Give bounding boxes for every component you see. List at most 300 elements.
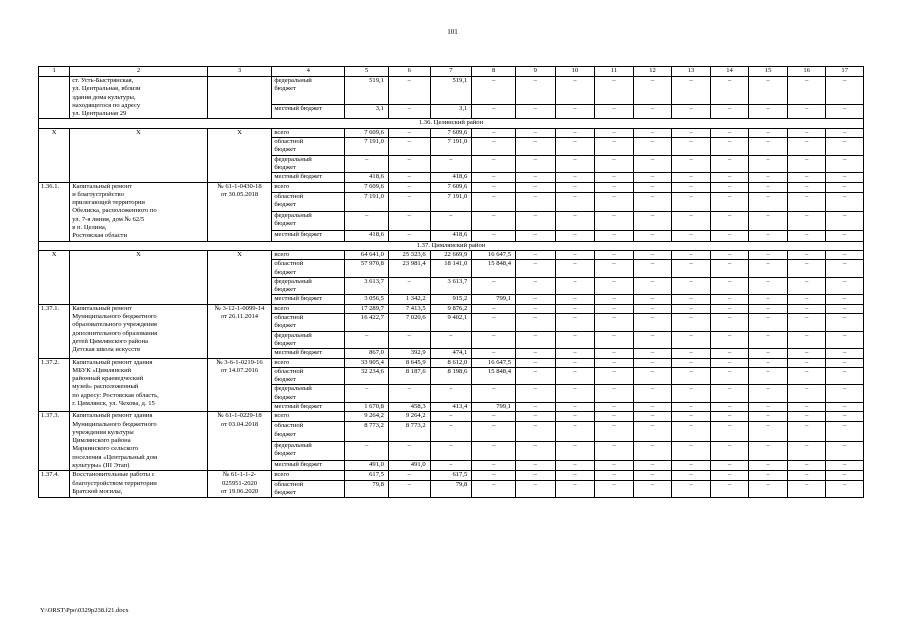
dash-cell: – [672, 77, 711, 105]
value-cell: 418,6 [345, 231, 389, 241]
cell-line: МБУК «Цимлянский [72, 366, 132, 374]
dash-cell: – [555, 128, 595, 137]
dash-cell: – [595, 231, 634, 241]
cell-line: местный бюджет [274, 231, 323, 239]
column-number: 17 [826, 67, 864, 77]
dash-cell: – [672, 385, 711, 403]
dash-cell: – [555, 422, 595, 441]
value-cell: – [388, 480, 430, 498]
funding-source [272, 277, 345, 295]
dash-cell: – [826, 104, 864, 119]
dash-cell: – [595, 422, 634, 441]
cell-line: районный краеведческий [72, 375, 144, 383]
dash-cell: – [749, 77, 788, 105]
dash-cell: – [633, 138, 672, 156]
cell-line: местный бюджет [274, 402, 323, 410]
cell-line: областной [274, 422, 304, 430]
column-number: 2 [70, 67, 208, 77]
dash-cell: – [710, 314, 749, 332]
column-number: 15 [749, 67, 788, 77]
value-cell: 867,0 [345, 349, 389, 358]
dash-cell: – [787, 441, 826, 460]
funding-source [272, 441, 345, 460]
dash-cell: – [826, 295, 864, 304]
value-cell: 7 609,6 [345, 182, 389, 192]
value-cell: 458,3 [388, 402, 430, 411]
cell-line: федеральный [274, 212, 312, 220]
value-cell: 413,4 [430, 402, 472, 411]
funding-source [272, 295, 345, 304]
dash-cell: – [472, 231, 516, 241]
value-cell: 8 198,6 [430, 367, 472, 385]
dash-cell: – [710, 260, 749, 278]
dash-cell: – [595, 471, 634, 480]
object-name [70, 471, 208, 498]
dash-cell: – [595, 367, 634, 385]
cell-line: всего [274, 304, 290, 312]
dash-cell: – [826, 212, 864, 231]
dash-cell: – [787, 358, 826, 367]
dash-cell: – [672, 277, 711, 295]
cell-line: от 03.04.2018 [220, 420, 259, 428]
dash-cell: – [516, 471, 556, 480]
dash-cell: – [710, 277, 749, 295]
dash-cell: – [555, 441, 595, 460]
dash-cell: – [555, 277, 595, 295]
section-title-row [39, 241, 864, 250]
dash-cell: – [555, 385, 595, 403]
dash-cell: – [633, 412, 672, 422]
dash-cell: – [749, 422, 788, 441]
value-cell: – [345, 385, 389, 403]
value-cell: 617,5 [430, 471, 472, 480]
dash-cell: – [516, 367, 556, 385]
cell-line: Муниципального бюджетного [72, 313, 157, 321]
value-cell: 418,6 [345, 173, 389, 182]
dash-cell: – [555, 212, 595, 231]
dash-cell: – [595, 412, 634, 422]
dash-cell: – [555, 192, 595, 211]
cell-line: от 26.11.2014 [220, 313, 259, 321]
funding-source [272, 192, 345, 211]
dash-cell: – [749, 295, 788, 304]
document-ref [207, 182, 272, 241]
dash-cell: – [555, 77, 595, 105]
dash-cell: – [472, 128, 516, 137]
dash-cell: – [633, 358, 672, 367]
funding-source [272, 412, 345, 422]
dash-cell: – [633, 277, 672, 295]
dash-cell: – [787, 461, 826, 471]
page-number: 101 [447, 28, 458, 36]
dash-cell: – [516, 331, 556, 349]
section-title-row [39, 119, 864, 128]
x-cell: Х [207, 128, 272, 182]
dash-cell: – [633, 212, 672, 231]
item-number: 1.37.2. [39, 358, 70, 412]
funding-source [272, 155, 345, 173]
value-cell: 491,0 [345, 461, 389, 471]
value-cell: 8 612,0 [430, 358, 472, 367]
dash-cell: – [516, 128, 556, 137]
dash-cell: – [633, 331, 672, 349]
value-cell: 22 669,9 [430, 250, 472, 259]
dash-cell: – [595, 277, 634, 295]
dash-cell: – [516, 461, 556, 471]
dash-cell: – [672, 250, 711, 259]
dash-cell: – [787, 422, 826, 441]
dash-cell: – [710, 295, 749, 304]
value-cell: 8 773,2 [345, 422, 389, 441]
cell-line: Цимлянского района [72, 437, 131, 445]
funding-source [272, 402, 345, 411]
funding-source [272, 260, 345, 278]
funding-source [272, 250, 345, 259]
dash-cell: – [749, 155, 788, 173]
cell-line: федеральный [274, 385, 312, 393]
funding-source [272, 422, 345, 441]
value-cell: – [430, 461, 472, 471]
dash-cell: – [787, 128, 826, 137]
value-cell: – [472, 385, 516, 403]
dash-cell: – [516, 314, 556, 332]
dash-cell: – [555, 182, 595, 192]
cell-line: федеральный [274, 155, 312, 163]
dash-cell: – [672, 422, 711, 441]
dash-cell: – [826, 349, 864, 358]
dash-cell: – [516, 304, 556, 313]
value-cell: – [345, 212, 389, 231]
dash-cell: – [787, 471, 826, 480]
dash-cell: – [595, 358, 634, 367]
cell-line: Ростовская области [72, 232, 127, 240]
value-cell: 16 422,7 [345, 314, 389, 332]
cell-line: по адресу: Ростовская область, [72, 391, 159, 399]
value-cell: 7 191,0 [430, 138, 472, 156]
cell-line: бюджет [274, 488, 296, 496]
table-row [39, 250, 864, 259]
cell-line: Капитальный ремонт здания [72, 358, 153, 366]
dash-cell: – [710, 412, 749, 422]
dash-cell: – [388, 231, 430, 241]
cell-line: здания дома культуры, [72, 93, 136, 101]
dash-cell: – [516, 138, 556, 156]
dash-cell: – [787, 192, 826, 211]
cell-line: Муниципального бюджетного [72, 420, 157, 428]
cell-line: г. Цимлянск, ул. Чехова, д. 15 [72, 399, 155, 407]
dash-cell: – [710, 250, 749, 259]
dash-cell: – [672, 331, 711, 349]
value-cell: – [430, 331, 472, 349]
cell-line: от 30.05.2018 [220, 190, 259, 198]
cell-line: Маркинского сельского [72, 445, 139, 453]
dash-cell: – [826, 182, 864, 192]
dash-cell: – [633, 471, 672, 480]
cell-line: бюджет [274, 146, 296, 154]
value-cell: 8 187,6 [388, 367, 430, 385]
funding-source [272, 128, 345, 137]
dash-cell: – [672, 358, 711, 367]
dash-cell: – [787, 349, 826, 358]
dash-cell: – [710, 480, 749, 498]
dash-cell: – [516, 277, 556, 295]
cell-line: 025951-2020 [221, 479, 258, 487]
value-cell: – [430, 385, 472, 403]
dash-cell: – [787, 173, 826, 182]
dash-cell: – [633, 480, 672, 498]
dash-cell: – [826, 277, 864, 295]
cell-line: областной [274, 367, 304, 375]
value-cell: 7 609,6 [430, 182, 472, 192]
value-cell: – [430, 155, 472, 173]
dash-cell: – [516, 402, 556, 411]
value-cell: 392,9 [388, 349, 430, 358]
cell-line: находящегося по адресу [72, 101, 141, 109]
cell-line: прилегающей территории [72, 199, 145, 207]
dash-cell: – [749, 349, 788, 358]
dash-cell: – [555, 104, 595, 119]
dash-cell: – [787, 304, 826, 313]
value-cell: 32 234,6 [345, 367, 389, 385]
cell-line: бюджет [274, 430, 296, 438]
value-cell: 3,1 [430, 104, 472, 119]
dash-cell: – [633, 260, 672, 278]
value-cell: 33 905,4 [345, 358, 389, 367]
dash-cell: – [672, 412, 711, 422]
dash-cell: – [472, 173, 516, 182]
value-cell: 7 609,6 [345, 128, 389, 137]
cell-line: благоустройством территории [72, 479, 157, 487]
dash-cell: – [516, 412, 556, 422]
cell-line: Обелиска, расположенного по [72, 207, 157, 215]
dash-cell: – [749, 231, 788, 241]
object-name [70, 77, 208, 119]
dash-cell: – [710, 461, 749, 471]
dash-cell: – [555, 295, 595, 304]
table-header-row [39, 67, 864, 77]
dash-cell: – [672, 173, 711, 182]
column-number: 6 [388, 67, 430, 77]
cell-line: бюджет [274, 393, 296, 401]
dash-cell: – [516, 295, 556, 304]
cell-line: бюджет [274, 268, 296, 276]
dash-cell: – [672, 471, 711, 480]
budget-table [38, 66, 864, 498]
cell-line: областной [274, 480, 304, 488]
dash-cell: – [516, 173, 556, 182]
document-ref [207, 77, 272, 119]
dash-cell: – [672, 480, 711, 498]
cell-line: областной [274, 192, 304, 200]
dash-cell: – [826, 402, 864, 411]
cell-line: поселения «Центральный дом [72, 453, 158, 461]
dash-cell: – [710, 441, 749, 460]
dash-cell: – [516, 182, 556, 192]
dash-cell: – [633, 385, 672, 403]
dash-cell: – [672, 138, 711, 156]
x-cell: Х [39, 250, 70, 304]
item-number: 1.37.3. [39, 412, 70, 471]
value-cell: – [345, 331, 389, 349]
value-cell: – [388, 471, 430, 480]
cell-line: Детская школа искусств [72, 346, 141, 354]
dash-cell: – [633, 173, 672, 182]
dash-cell: – [595, 461, 634, 471]
dash-cell: – [516, 349, 556, 358]
column-number: 5 [345, 67, 389, 77]
dash-cell: – [749, 192, 788, 211]
item-number [39, 77, 70, 119]
item-number: 1.36.1. [39, 182, 70, 241]
cell-line: бюджет [274, 286, 296, 294]
dash-cell: – [555, 173, 595, 182]
dash-cell: – [516, 77, 556, 105]
cell-line: областной [274, 260, 304, 268]
dash-cell: – [787, 331, 826, 349]
x-cell: Х [39, 128, 70, 182]
dash-cell: – [633, 367, 672, 385]
dash-cell: – [749, 173, 788, 182]
value-cell: – [430, 212, 472, 231]
value-cell: – [472, 314, 516, 332]
value-cell: 418,6 [430, 173, 472, 182]
dash-cell: – [633, 422, 672, 441]
cell-line: дополнительного образования [72, 329, 158, 337]
cell-line: ул. 7-я линия, дом № 62/5 [72, 215, 145, 223]
dash-cell: – [595, 480, 634, 498]
value-cell: – [388, 277, 430, 295]
dash-cell: – [472, 212, 516, 231]
dash-cell: – [388, 155, 430, 173]
dash-cell: – [826, 331, 864, 349]
value-cell: 9 402,1 [430, 314, 472, 332]
cell-line: ст. Усть-Быстрянская, [72, 77, 134, 84]
cell-line: культуры» (III Этап) [72, 462, 130, 470]
dash-cell: – [787, 212, 826, 231]
dash-cell: – [595, 295, 634, 304]
dash-cell: – [710, 231, 749, 241]
dash-cell: – [633, 77, 672, 105]
dash-cell: – [787, 231, 826, 241]
dash-cell: – [516, 250, 556, 259]
value-cell: 16 647,5 [472, 250, 516, 259]
value-cell: 7 020,6 [388, 314, 430, 332]
funding-source [272, 304, 345, 313]
dash-cell: – [633, 461, 672, 471]
dash-cell: – [710, 471, 749, 480]
dash-cell: – [787, 385, 826, 403]
dash-cell: – [787, 277, 826, 295]
cell-line: всего [274, 182, 290, 190]
dash-cell: – [672, 461, 711, 471]
dash-cell: – [633, 104, 672, 119]
dash-cell: – [749, 304, 788, 313]
column-number: 3 [207, 67, 272, 77]
cell-line: бюджет [274, 163, 296, 171]
cell-line: Братской могилы, [72, 487, 123, 495]
dash-cell: – [826, 77, 864, 105]
dash-cell: – [749, 358, 788, 367]
dash-cell: – [672, 367, 711, 385]
dash-cell: – [633, 402, 672, 411]
dash-cell: – [749, 412, 788, 422]
value-cell: 9 876,2 [430, 304, 472, 313]
dash-cell: – [787, 480, 826, 498]
value-cell: 1 670,8 [345, 402, 389, 411]
dash-cell: – [472, 77, 516, 105]
cell-line: Капитальный ремонт здания [72, 412, 153, 420]
value-cell: – [472, 331, 516, 349]
value-cell: 3 056,5 [345, 295, 389, 304]
document-ref [207, 412, 272, 471]
value-cell: – [472, 441, 516, 460]
value-cell: – [472, 471, 516, 480]
funding-source [272, 385, 345, 403]
dash-cell: – [472, 155, 516, 173]
cell-line: всего [274, 412, 290, 420]
funding-source [272, 331, 345, 349]
value-cell: 1 342,2 [388, 295, 430, 304]
section-title: 1.36. Целинский район [39, 119, 864, 128]
dash-cell: – [749, 277, 788, 295]
dash-cell: – [787, 182, 826, 192]
dash-cell: – [749, 331, 788, 349]
column-number: 1 [39, 67, 70, 77]
value-cell: 9 264,2 [345, 412, 389, 422]
dash-cell: – [826, 231, 864, 241]
funding-source [272, 182, 345, 192]
dash-cell: – [516, 155, 556, 173]
dash-cell: – [710, 349, 749, 358]
object-name [70, 358, 208, 412]
value-cell: – [430, 422, 472, 441]
dash-cell: – [388, 173, 430, 182]
dash-cell: – [749, 250, 788, 259]
funding-source [272, 212, 345, 231]
dash-cell: – [633, 231, 672, 241]
dash-cell: – [595, 260, 634, 278]
dash-cell: – [672, 260, 711, 278]
dash-cell: – [516, 231, 556, 241]
cell-line: № 61-1-0430-18 [217, 182, 262, 190]
dash-cell: – [826, 385, 864, 403]
value-cell: 8 645,9 [388, 358, 430, 367]
cell-line: бюджет [274, 220, 296, 228]
cell-line: бюджет [274, 450, 296, 458]
x-cell: Х [70, 250, 208, 304]
document-ref [207, 471, 272, 498]
object-name [70, 304, 208, 358]
cell-line: местный бюджет [274, 104, 323, 112]
cell-line: всего [274, 128, 290, 136]
value-cell: 15 848,4 [472, 367, 516, 385]
dash-cell: – [516, 358, 556, 367]
dash-cell: – [787, 314, 826, 332]
dash-cell: – [710, 128, 749, 137]
column-number: 16 [787, 67, 826, 77]
funding-source [272, 314, 345, 332]
dash-cell: – [555, 155, 595, 173]
dash-cell: – [555, 412, 595, 422]
dash-cell: – [749, 104, 788, 119]
dash-cell: – [826, 250, 864, 259]
value-cell: – [345, 155, 389, 173]
value-cell: 418,6 [430, 231, 472, 241]
dash-cell: – [555, 331, 595, 349]
column-number: 8 [472, 67, 516, 77]
value-cell: – [472, 412, 516, 422]
dash-cell: – [595, 441, 634, 460]
